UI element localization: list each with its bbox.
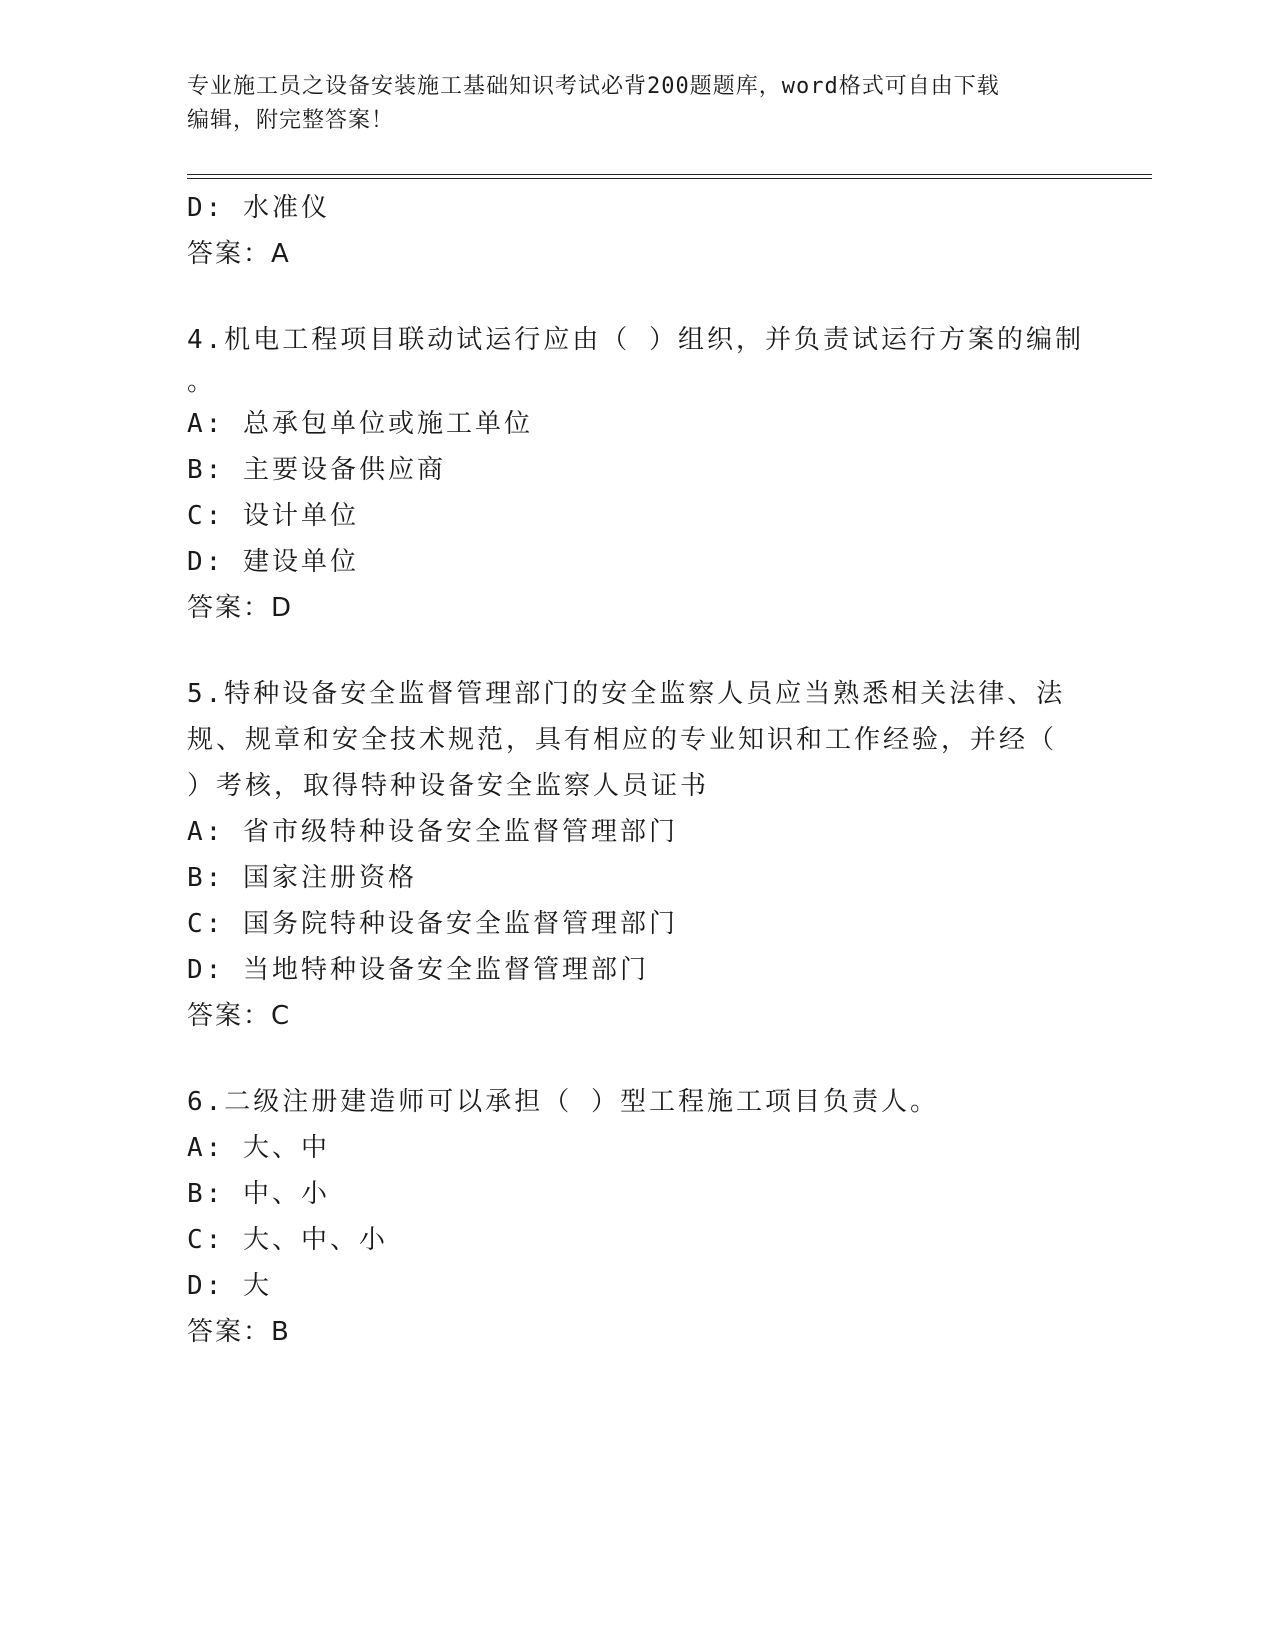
answer-line: 答案：B <box>187 1317 291 1347</box>
question-text <box>187 1079 1097 1125</box>
question-text <box>187 671 1097 809</box>
answer-line: 答案：A <box>187 239 291 269</box>
question-text-line: 4.机电工程项目联动试运行应由（ ）组织，并负责试运行方案的编制 <box>187 325 1084 355</box>
option-c: C: 国务院特种设备安全监督管理部门 <box>187 909 678 939</box>
header-line-2: 编辑，附完整答案！ <box>187 108 395 133</box>
carryover-question <box>187 185 1097 277</box>
option-b: B: 国家注册资格 <box>187 863 417 893</box>
option-b: B: 主要设备供应商 <box>187 455 446 485</box>
option-d: D: 当地特种设备安全监督管理部门 <box>187 955 649 985</box>
question-text <box>187 317 1097 401</box>
option-d: D: 大 <box>187 1271 272 1301</box>
answer-line: 答案：D <box>187 593 294 623</box>
question-text-line: 5.特种设备安全监督管理部门的安全监察人员应当熟悉相关法律、法 <box>187 679 1066 709</box>
option-a: A: 大、中 <box>187 1133 330 1163</box>
question-6 <box>187 1079 1097 1355</box>
option-d: D: 建设单位 <box>187 547 359 577</box>
option-b: B: 中、小 <box>187 1179 330 1209</box>
question-5 <box>187 671 1097 1039</box>
option-c: C: 大、中、小 <box>187 1225 388 1255</box>
question-text-line: 。 <box>187 367 217 397</box>
question-text-line: 6.二级注册建造师可以承担（ ）型工程施工项目负责人。 <box>187 1087 939 1117</box>
document-page <box>187 70 1097 1355</box>
question-4 <box>187 317 1097 631</box>
document-header <box>187 70 1067 138</box>
question-text-line: ）考核，取得特种设备安全监察人员证书 <box>187 771 710 801</box>
question-text-line: 规、规章和安全技术规范，具有相应的专业知识和工作经验，并经（ <box>187 725 1058 755</box>
option-a: A: 总承包单位或施工单位 <box>187 409 533 439</box>
header-line-1: 专业施工员之设备安装施工基础知识考试必背200题题库，word格式可自由下载 <box>187 74 1000 99</box>
option-a: A: 省市级特种设备安全监督管理部门 <box>187 817 678 847</box>
answer-line: 答案：C <box>187 1001 292 1031</box>
option-d: D: 水准仪 <box>187 193 330 223</box>
header-divider <box>187 174 1152 179</box>
option-c: C: 设计单位 <box>187 501 359 531</box>
